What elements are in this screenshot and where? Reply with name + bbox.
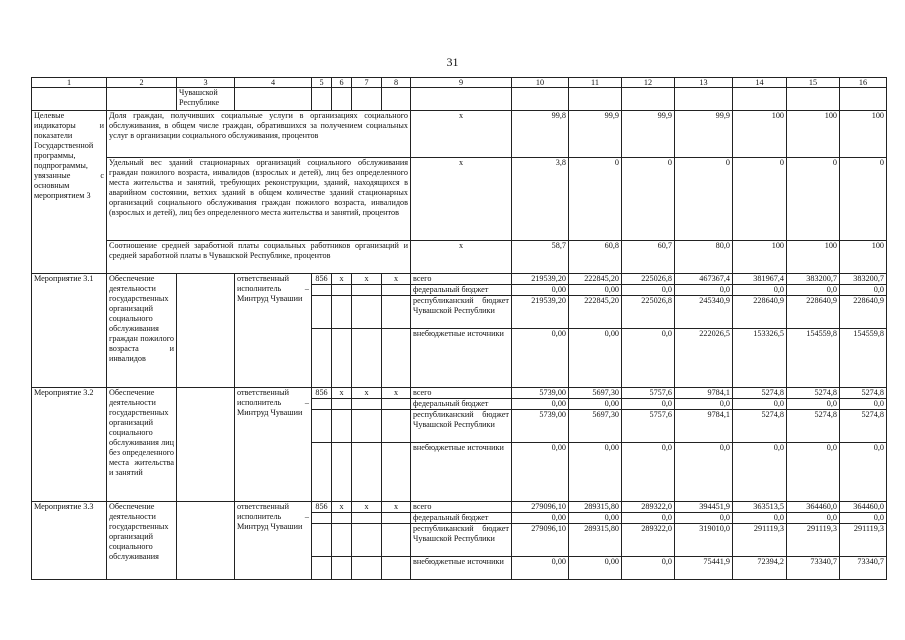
funding-value: 289322,0 — [622, 502, 675, 513]
table-cell — [840, 88, 887, 111]
indicator-value: 100 — [787, 241, 840, 274]
column-number: 2 — [107, 78, 177, 88]
column-number: 16 — [840, 78, 887, 88]
table-cell — [32, 88, 107, 111]
table-cell — [382, 329, 411, 388]
table-cell — [382, 524, 411, 557]
table-cell — [352, 524, 382, 557]
indicator-text: Доля граждан, получивших социальные услуги в организациях социального обслуживания, в общем числе граждан, обратившихся за получением социальных услуг в организации социального обслуживания, процентов — [107, 111, 411, 158]
table-cell — [312, 285, 332, 296]
funding-value: 228640,9 — [733, 296, 787, 329]
budget-code: 856 — [312, 274, 332, 285]
funding-value: 0,0 — [733, 285, 787, 296]
funding-value: 279096,10 — [512, 502, 569, 513]
budget-code: 856 — [312, 388, 332, 399]
indicator-value: 100 — [840, 241, 887, 274]
table-cell: x — [332, 274, 352, 285]
funding-value: 0,00 — [569, 513, 622, 524]
funding-value: 9784,1 — [675, 388, 733, 399]
funding-value: 0,00 — [569, 399, 622, 410]
funding-value: 153326,5 — [733, 329, 787, 388]
header-row — [32, 78, 887, 88]
indicator-value: 99,9 — [569, 111, 622, 158]
table-cell — [312, 399, 332, 410]
funding-value: 5757,6 — [622, 410, 675, 443]
targets-label: Целевые индикаторы и показатели Государственной программы, подпрограммы, увязанные с основным мероприятием 3 — [32, 111, 107, 274]
funding-value: 0,00 — [512, 557, 569, 580]
table-cell — [332, 524, 352, 557]
table-cell: x — [332, 502, 352, 513]
funding-value: 0,0 — [675, 513, 733, 524]
table-cell — [352, 443, 382, 502]
column-number: 3 — [177, 78, 235, 88]
table-cell — [512, 88, 569, 111]
table-cell — [622, 88, 675, 111]
program-table — [31, 77, 887, 580]
indicator-value: 100 — [787, 111, 840, 158]
funding-value: 279096,10 — [512, 524, 569, 557]
table-cell — [107, 88, 177, 111]
table-cell — [569, 88, 622, 111]
event-name: Мероприятие 3.3 — [32, 502, 107, 580]
table-cell — [352, 285, 382, 296]
table-cell: x — [411, 111, 512, 158]
funding-value: 0,0 — [622, 285, 675, 296]
table-cell — [352, 410, 382, 443]
table-cell — [352, 329, 382, 388]
funding-value: 0,0 — [622, 513, 675, 524]
column-number: 12 — [622, 78, 675, 88]
column-number: 13 — [675, 78, 733, 88]
funding-value: 225026,8 — [622, 296, 675, 329]
funding-value: 219539,20 — [512, 274, 569, 285]
funding-source: республиканский бюджет Чувашской Республики — [411, 296, 512, 329]
funding-value: 0,00 — [512, 285, 569, 296]
continuation-row — [32, 88, 887, 111]
target-indicator-row — [32, 158, 887, 241]
event-row — [32, 502, 887, 513]
funding-value: 5274,8 — [840, 410, 887, 443]
table-cell: x — [411, 158, 512, 241]
funding-value: 0,00 — [512, 513, 569, 524]
funding-value: 245340,9 — [675, 296, 733, 329]
funding-value: 222845,20 — [569, 296, 622, 329]
column-number: 10 — [512, 78, 569, 88]
table-cell — [382, 285, 411, 296]
funding-value: 0,0 — [787, 443, 840, 502]
indicator-value: 60,8 — [569, 241, 622, 274]
funding-value: 0,0 — [675, 443, 733, 502]
table-cell — [332, 329, 352, 388]
funding-value: 289315,80 — [569, 524, 622, 557]
funding-value: 381967,4 — [733, 274, 787, 285]
funding-value: 0,0 — [622, 443, 675, 502]
event-name: Мероприятие 3.1 — [32, 274, 107, 388]
indicator-value: 0 — [733, 158, 787, 241]
funding-value: 364460,0 — [840, 502, 887, 513]
target-indicator-row — [32, 241, 887, 274]
table-cell — [411, 88, 512, 111]
funding-value: 75441,9 — [675, 557, 733, 580]
funding-value: 0,00 — [512, 443, 569, 502]
funding-value: 0,0 — [675, 399, 733, 410]
table-cell — [312, 88, 332, 111]
table-cell — [312, 524, 332, 557]
table-cell — [332, 88, 352, 111]
funding-source: внебюджетные источники — [411, 443, 512, 502]
funding-value: 5739,00 — [512, 388, 569, 399]
funding-value: 319010,0 — [675, 524, 733, 557]
table-cell — [733, 88, 787, 111]
table-cell — [332, 399, 352, 410]
funding-value: 0,0 — [622, 399, 675, 410]
indicator-value: 100 — [733, 241, 787, 274]
indicator-value: 100 — [733, 111, 787, 158]
table-cell — [675, 88, 733, 111]
event-executor: ответственный исполнитель – Минтруд Чувашии — [235, 388, 312, 502]
column-number: 14 — [733, 78, 787, 88]
indicator-value: 0 — [675, 158, 733, 241]
table-cell — [352, 88, 382, 111]
funding-value: 0,0 — [675, 285, 733, 296]
table-cell — [177, 274, 235, 388]
indicator-value: 100 — [840, 111, 887, 158]
table-cell — [332, 443, 352, 502]
funding-value: 228640,9 — [787, 296, 840, 329]
event-row — [32, 274, 887, 285]
column-number: 11 — [569, 78, 622, 88]
indicator-value: 99,9 — [675, 111, 733, 158]
funding-source: федеральный бюджет — [411, 513, 512, 524]
funding-value: 9784,1 — [675, 410, 733, 443]
funding-value: 154559,8 — [787, 329, 840, 388]
event-executor: ответственный исполнитель – Минтруд Чувашии — [235, 502, 312, 580]
table-cell: x — [411, 241, 512, 274]
funding-value: 222845,20 — [569, 274, 622, 285]
event-description: Обеспечение деятельности государственных организаций социального обслуживания — [107, 502, 177, 580]
funding-source: внебюджетные источники — [411, 557, 512, 580]
indicator-value: 80,0 — [675, 241, 733, 274]
funding-value: 0,0 — [787, 399, 840, 410]
funding-value: 289322,0 — [622, 524, 675, 557]
table-cell — [382, 513, 411, 524]
budget-code: 856 — [312, 502, 332, 513]
funding-value: 383200,7 — [840, 274, 887, 285]
table-cell: x — [352, 388, 382, 399]
funding-source: внебюджетные источники — [411, 329, 512, 388]
funding-value: 0,0 — [840, 513, 887, 524]
funding-value: 5697,30 — [569, 410, 622, 443]
funding-value: 289315,80 — [569, 502, 622, 513]
indicator-text: Удельный вес зданий стационарных организаций социального обслуживания граждан пожилого возраста, инвалидов (взрослых и детей), лиц без определенного места жительства и занятий, требующих реконструкции, зданий, находящихся в аварийном состоянии, ветхих зданий в общем количестве зданий стационарных организаций социального обслуживания граждан пожилого возраста, инвалидов (взрослых и детей), лиц без определенного места жительства и занятий, процентов — [107, 158, 411, 241]
table-cell: x — [332, 388, 352, 399]
column-number: 9 — [411, 78, 512, 88]
funding-value: 0,0 — [622, 557, 675, 580]
funding-value: 383200,7 — [787, 274, 840, 285]
indicator-text: Соотношение средней заработной платы социальных работников организаций и средней заработной платы в Чувашской Республике, процентов — [107, 241, 411, 274]
table-cell — [352, 513, 382, 524]
funding-value: 0,0 — [733, 443, 787, 502]
target-indicator-row — [32, 111, 887, 158]
table-cell — [352, 399, 382, 410]
column-number: 7 — [352, 78, 382, 88]
table-cell — [352, 296, 382, 329]
funding-value: 73340,7 — [787, 557, 840, 580]
funding-value: 5757,6 — [622, 388, 675, 399]
funding-value: 5274,8 — [733, 388, 787, 399]
table-cell — [382, 88, 411, 111]
funding-value: 0,00 — [569, 557, 622, 580]
table-cell — [312, 296, 332, 329]
table-cell: Чувашской Республике — [177, 88, 235, 111]
table-cell: x — [352, 502, 382, 513]
funding-value: 0,0 — [787, 513, 840, 524]
funding-value: 0,00 — [569, 329, 622, 388]
funding-value: 5274,8 — [787, 388, 840, 399]
event-row — [32, 388, 887, 399]
column-number: 4 — [235, 78, 312, 88]
table-cell — [332, 410, 352, 443]
indicator-value: 3,8 — [512, 158, 569, 241]
table-cell — [352, 557, 382, 580]
column-number: 5 — [312, 78, 332, 88]
indicator-value: 60,7 — [622, 241, 675, 274]
funding-value: 72394,2 — [733, 557, 787, 580]
event-description: Обеспечение деятельности государственных организаций социального обслуживания лиц без определенного места жительства и занятий — [107, 388, 177, 502]
indicator-value: 58,7 — [512, 241, 569, 274]
page-number: 31 — [446, 55, 459, 69]
table-cell — [382, 410, 411, 443]
indicator-value: 0 — [787, 158, 840, 241]
column-number: 1 — [32, 78, 107, 88]
table-cell — [312, 557, 332, 580]
funding-value: 0,00 — [569, 443, 622, 502]
funding-value: 291119,3 — [733, 524, 787, 557]
funding-value: 5697,30 — [569, 388, 622, 399]
indicator-value: 99,8 — [512, 111, 569, 158]
table-cell — [332, 285, 352, 296]
column-number: 15 — [787, 78, 840, 88]
table-cell: x — [352, 274, 382, 285]
event-executor: ответственный исполнитель – Минтруд Чувашии — [235, 274, 312, 388]
funding-value: 0,0 — [733, 513, 787, 524]
funding-value: 0,0 — [733, 399, 787, 410]
funding-value: 225026,8 — [622, 274, 675, 285]
funding-value: 0,00 — [569, 285, 622, 296]
funding-value: 363513,5 — [733, 502, 787, 513]
table-cell — [312, 443, 332, 502]
funding-source: федеральный бюджет — [411, 285, 512, 296]
funding-value: 0,0 — [840, 443, 887, 502]
funding-value: 467367,4 — [675, 274, 733, 285]
funding-value: 0,0 — [622, 329, 675, 388]
funding-value: 5274,8 — [787, 410, 840, 443]
table-cell — [382, 399, 411, 410]
table-cell — [312, 513, 332, 524]
funding-value: 364460,0 — [787, 502, 840, 513]
indicator-value: 99,9 — [622, 111, 675, 158]
table-cell — [332, 513, 352, 524]
table-cell — [312, 329, 332, 388]
table-cell: x — [382, 388, 411, 399]
table-cell: x — [382, 502, 411, 513]
table-cell — [332, 296, 352, 329]
indicator-value: 0 — [622, 158, 675, 241]
funding-value: 154559,8 — [840, 329, 887, 388]
event-name: Мероприятие 3.2 — [32, 388, 107, 502]
table-cell — [382, 296, 411, 329]
funding-source: всего — [411, 502, 512, 513]
table-cell — [787, 88, 840, 111]
funding-value: 0,00 — [512, 399, 569, 410]
table-cell: x — [382, 274, 411, 285]
table-cell — [312, 410, 332, 443]
table-cell — [177, 388, 235, 502]
funding-value: 291119,3 — [787, 524, 840, 557]
funding-value: 291119,3 — [840, 524, 887, 557]
funding-value: 0,0 — [840, 285, 887, 296]
column-number: 8 — [382, 78, 411, 88]
funding-source: федеральный бюджет — [411, 399, 512, 410]
table-cell — [235, 88, 312, 111]
funding-value: 5274,8 — [733, 410, 787, 443]
funding-value: 222026,5 — [675, 329, 733, 388]
column-number: 6 — [332, 78, 352, 88]
funding-source: всего — [411, 388, 512, 399]
funding-value: 0,0 — [840, 399, 887, 410]
funding-source: республиканский бюджет Чувашской Республики — [411, 410, 512, 443]
funding-source: республиканский бюджет Чувашской Республики — [411, 524, 512, 557]
table-cell — [177, 502, 235, 580]
table-cell — [382, 557, 411, 580]
funding-value: 219539,20 — [512, 296, 569, 329]
funding-value: 0,0 — [787, 285, 840, 296]
funding-value: 228640,9 — [840, 296, 887, 329]
indicator-value: 0 — [569, 158, 622, 241]
funding-value: 394451,9 — [675, 502, 733, 513]
table-cell — [382, 443, 411, 502]
funding-value: 5274,8 — [840, 388, 887, 399]
indicator-value: 0 — [840, 158, 887, 241]
funding-value: 73340,7 — [840, 557, 887, 580]
funding-source: всего — [411, 274, 512, 285]
event-description: Обеспечение деятельности государственных организаций социального обслуживания граждан пожилого возраста и инвалидов — [107, 274, 177, 388]
funding-value: 0,00 — [512, 329, 569, 388]
funding-value: 5739,00 — [512, 410, 569, 443]
table-cell — [332, 557, 352, 580]
